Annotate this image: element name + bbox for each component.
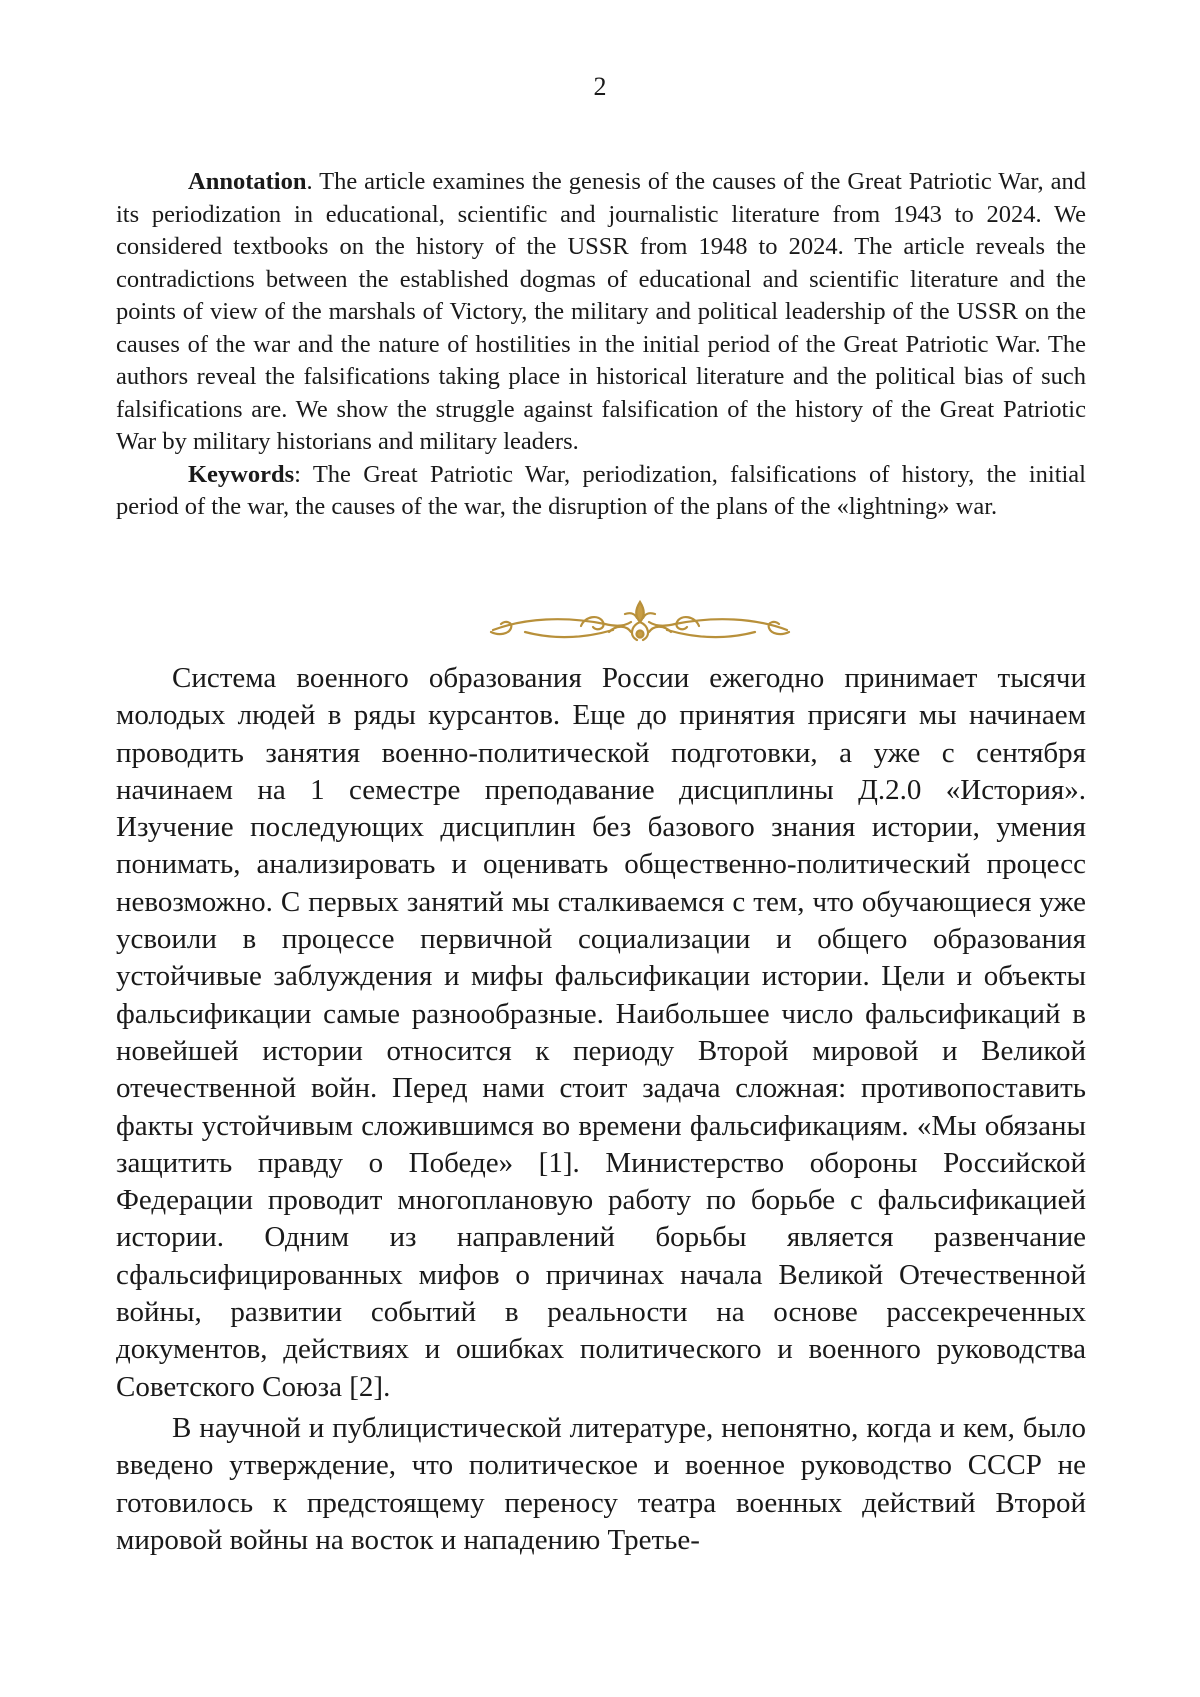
annotation-label: Annotation <box>188 168 307 195</box>
annotation-text: . The article examines the genesis of the causes of the Great Patriotic War, and its periodization in educational, scientific and journalistic literature from 1943 to 2024. We considered textbooks on the history of the USSR from 1948 to 2024. The article reveals the contradictions between the established dogmas of educational and scientific literature and the points of view of the marshals of Victory, the military and political leadership of the USSR on the causes of the war and the nature of hostilities in the initial period of the Great Patriotic War. The authors reveal the falsifications taking place in historical literature and the political bias of such falsifications are. We show the struggle against falsification of the history of the Great Patriotic War by military historians and military leaders. <box>116 168 1086 455</box>
annotation-paragraph <box>116 166 1086 459</box>
flourish-divider-icon <box>485 596 795 646</box>
page-number: 2 <box>593 72 607 101</box>
keywords-text: : The Great Patriotic War, periodization, falsifications of history, the initial period of the war, the causes of the war, the disruption of the plans of the «lightning» war. <box>116 460 1086 520</box>
article-body <box>116 660 1086 1563</box>
keywords-label: Keywords <box>188 460 295 488</box>
body-paragraph: Система военного образования России ежегодно принимает тысячи молодых людей в ряды курсантов. Еще до принятия присяги мы начинаем проводить занятия военно-политической подготовки, а уже с сентября начинаем на 1 семестре преподавание дисциплины Д.2.0 «История». Изучение последующих дисциплин без базового знания истории, умения понимать, анализировать и оценивать общественно-политический процесс невозможно. С первых занятий мы сталкиваемся с тем, что обучающиеся уже усвоили в процессе первичной социализации и общего образования устойчивые заблуждения и мифы фальсификации истории. Цели и объекты фальсификации самые разнообразные. Наибольшее число фальсификаций в новейшей истории относится к периоду Второй мировой и Великой отечественной войн. Перед нами стоит задача сложная: противопоставить факты устойчивым сложившимся во времени фальсификациям. «Мы обязаны защитить правду о Победе» [1]. Министерство обороны Российской Федерации проводит многоплановую работу по борьбе с фальсификацией истории. Одним из направлений борьбы является развенчание сфальсифицированных мифов о причинах начала Великой Отечественной войны, развитии событий в реальности на основе рассекреченных документов, действиях и ошибках политического и военного руководства Советского Союза [2]. <box>116 662 1086 1403</box>
keywords-paragraph <box>116 459 1086 524</box>
annotation-block <box>116 166 1086 524</box>
body-paragraph: В научной и публицистической литературе, непонятно, когда и кем, было введено утверждение, что политическое и военное руководство СССР не готовилось к предстоящему переносу театра военных действий Второй мировой войны на восток и нападению Третье- <box>116 1411 1086 1556</box>
